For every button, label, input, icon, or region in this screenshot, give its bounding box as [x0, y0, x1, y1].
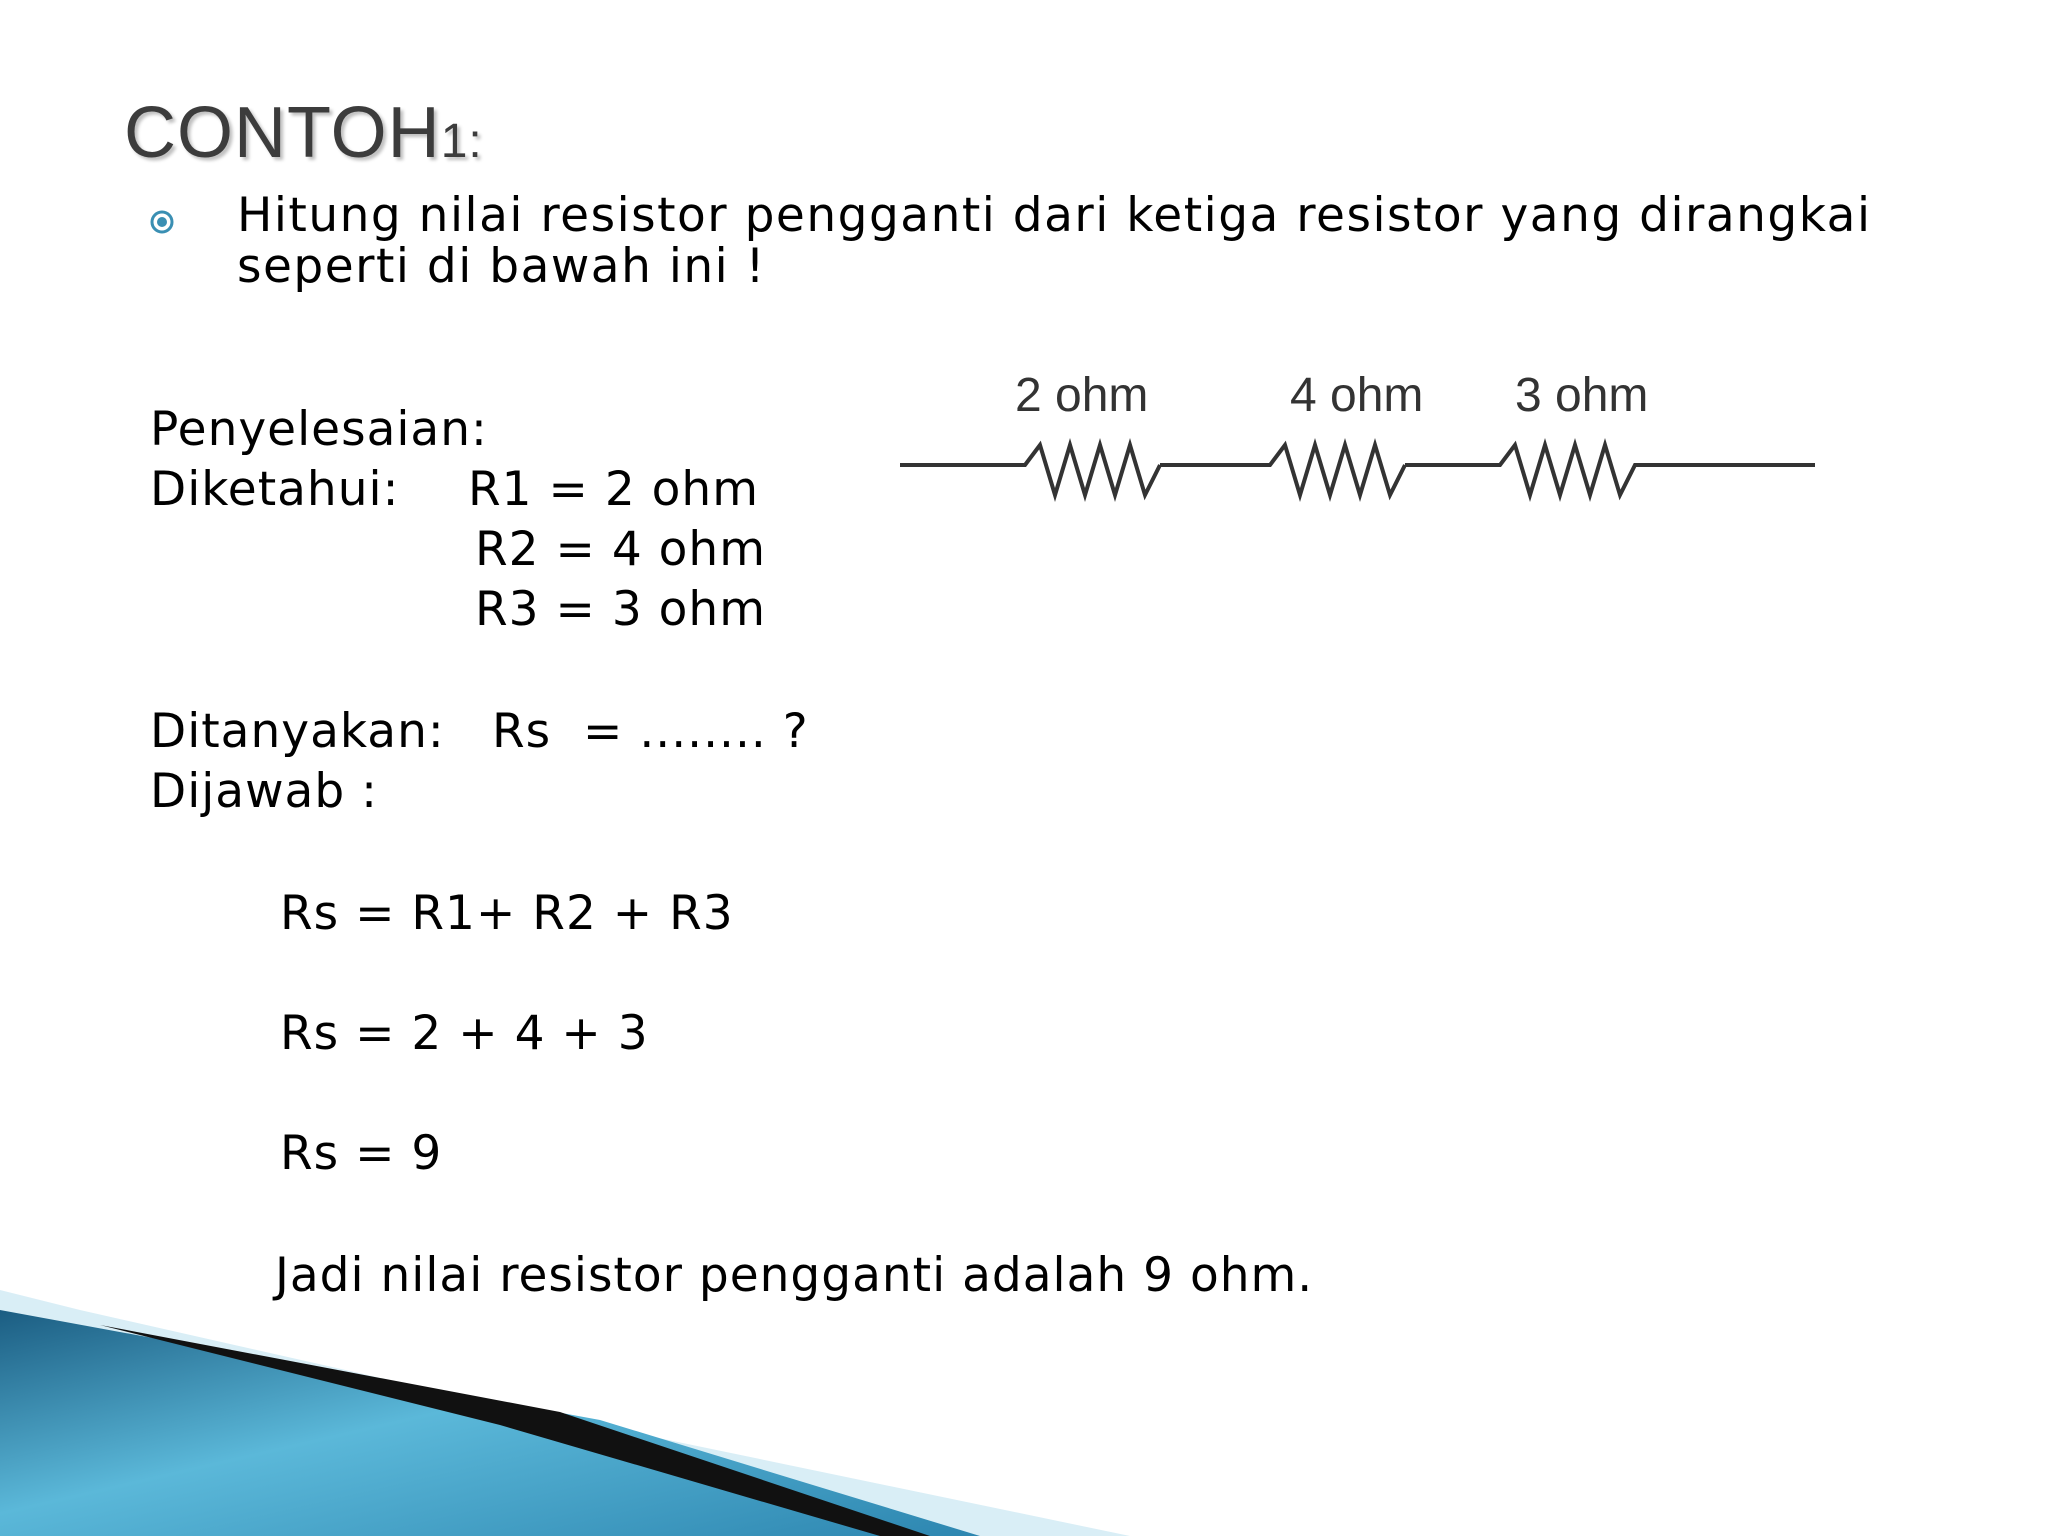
r3-value: R3 = 3 ohm [475, 582, 766, 637]
slide-title: CONTOH1: [124, 93, 483, 173]
solution-heading: Penyelesaian: [150, 402, 488, 457]
resistor-2-symbol [1160, 445, 1405, 495]
series-circuit-diagram [890, 360, 1830, 520]
bullet-target-icon [150, 210, 174, 234]
resistor-label-1: 2 ohm [1015, 369, 1149, 422]
asked-label: Ditanyakan: [150, 704, 445, 759]
step-substitution: Rs = 2 + 4 + 3 [280, 1006, 649, 1061]
step-formula: Rs = R1+ R2 + R3 [280, 886, 734, 941]
resistor-label-3: 3 ohm [1515, 369, 1649, 422]
bullet-text: Hitung nilai resistor pengganti dari ketiga resistor yang dirangkai seperti di bawah ini ! [237, 188, 1872, 294]
known-label: Diketahui: [150, 462, 400, 517]
answer-label: Dijawab : [150, 764, 378, 819]
r2-value: R2 = 4 ohm [475, 522, 766, 577]
resistor-label-2: 4 ohm [1290, 369, 1424, 422]
r1-value: R1 = 2 ohm [468, 462, 759, 517]
resistor-3-symbol [1405, 445, 1815, 495]
conclusion: Jadi nilai resistor pengganti adalah 9 ohm. [275, 1248, 1314, 1303]
asked-expression: Rs = ........ ? [492, 704, 809, 759]
resistor-1-symbol [900, 445, 1160, 495]
step-result: Rs = 9 [280, 1126, 443, 1181]
